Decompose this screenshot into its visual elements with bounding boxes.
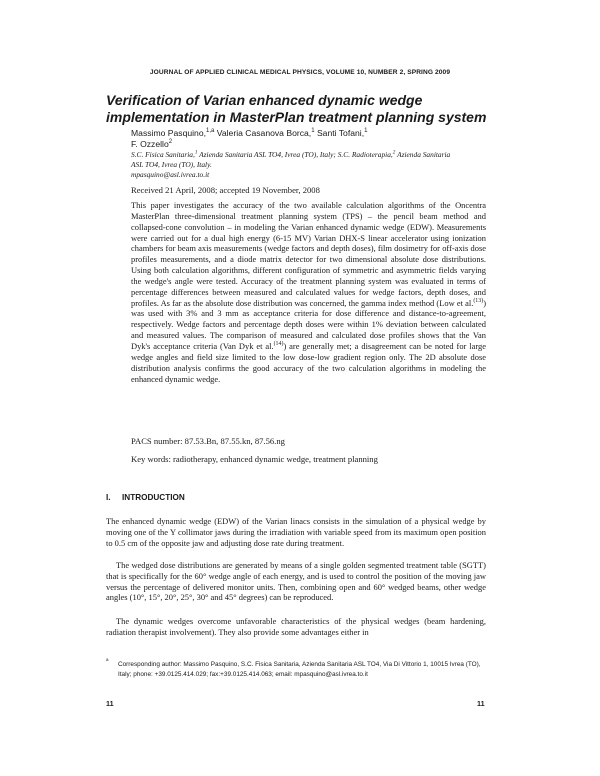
page-number-right: 11 (477, 699, 485, 708)
section-title: INTRODUCTION (122, 493, 185, 502)
page-number-left: 11 (106, 699, 114, 708)
body-paragraph: The enhanced dynamic wedge (EDW) of the Varian linacs consists in the simulation of a physical wedge by moving one of the Y collimator jaws during the irradiation with variable speed from its maximum open position to 0.5 cm of the opposite jaw and adjusting dose rate during treatment. (106, 516, 486, 548)
affiliation-text: S.C. Fisica Sanitaria, (131, 150, 195, 159)
author-name: F. Ozzello (131, 139, 169, 149)
body-paragraph: The dynamic wedges overcome unfavorable characteristics of the physical wedges (beam hardening, radiation therapist involvement). They also provide some advantages either in (106, 616, 486, 637)
author-name: Valeria Casanova Borca, (216, 128, 312, 138)
author-name: Santi Tofani, (316, 128, 365, 138)
affiliation-text: Azienda Sanitaria ASL TO4, Ivrea (TO), Italy. (131, 150, 451, 169)
author-email[interactable]: mpasquino@asl.ivrea.to.it (131, 170, 210, 179)
affiliation-block (131, 150, 461, 180)
body-paragraph: The wedged dose distributions are generated by means of a single golden segmented treatment table (SGTT) that is specifically for the 60° wedge angle of each energy, and is used to control the position of the moving jaw versus the percentage of delivered monitor units. Then, combining open and 60° wedged beams, other wedge angles (10°, 15°, 20°, 25°, 30° and 45° degrees) can be reproduced. (106, 560, 486, 603)
abstract (131, 200, 486, 384)
pacs-numbers: PACS number: 87.53.Bn, 87.55.kn, 87.56.ng (131, 436, 285, 446)
affiliation-mark: 1 (194, 149, 198, 156)
abstract-text: ) are generally met; a disagreement can be noted for large wedge angles and field size limited to the low dose-low gradient region only. The 2D absolute dose distribution analysis confirms the good accuracy of the two calculation algorithms in modeling the enhanced dynamic wedge. (131, 340, 486, 384)
author-affiliation-mark: 1 (364, 128, 368, 135)
affiliation-text: Azienda Sanitaria ASL TO4, Ivrea (TO), Italy; S.C. Radioterapia, (197, 150, 393, 159)
author-name: Massimo Pasquino, (131, 128, 206, 138)
author-list (131, 128, 451, 150)
abstract-text: This paper investigates the accuracy of the two available calculation algorithms of the Oncentra MasterPlan three-dimensional treatment planning system (TPS) – the pencil beam method and collapsed-cone convolution – in modeling the Varian enhanced dynamic wedge (EDW). Measurements were carried out for a dual high energy (6-15 MV) Varian DHX-S linear accelerator using ionization chambers for beam axis measurements (wedge factors and depth doses), film dosimetry for off-axis dose profiles measurements, and a diode matrix detector for two dimensional absolute dose distributions. Using both calculation algorithms, different configuration of symmetric and asymmetric fields varying the wedge's angle were tested. Accuracy of the treatment planning system was evaluated in terms of percentage differences between measured and calculated values for wedge factors, depth doses, and profiles. As far as the absolute dose distribution was concerned, the gamma index method (Low et al. (131, 200, 486, 308)
journal-running-header: JOURNAL OF APPLIED CLINICAL MEDICAL PHYSICS, VOLUME 10, NUMBER 2, SPRING 2009 (149, 69, 451, 76)
abstract-text: ) was used with 3% and 3 mm as acceptance criteria for dose difference and distance-to-agreement, respectively. Wedge factors and percentage depth doses were within 1% deviation between calculated and measured values. The comparison of measured and calculated dose profiles shows that the Van Dyk's acceptance criteria (Van Dyk et al. (131, 297, 486, 351)
citation-reference[interactable]: (13) (473, 297, 484, 304)
footnote: a Corresponding author: Massimo Pasquino, S.C. Fisica Sanitaria, Azienda Sanitaria ASL TO4, Via Di Vittorio 1, 10015 Ivrea (TO), Italy; phone: +39.0125.414.029; fax:+39.0125.414.063; email: mpasquino@asl.ivrea.to.it (106, 660, 486, 679)
footnote-text: Corresponding author: Massimo Pasquino, S.C. Fisica Sanitaria, Azienda Sanitaria ASL TO4, Via Di Vittorio 1, 10015 Ivrea (TO), Italy; phone: +39.0125.414.029; fax:+39.0125.414.063; email: mpasquino@asl.ivrea.to.it (118, 661, 481, 678)
section-number: I. (106, 493, 111, 502)
article-title: Verification of Varian enhanced dynamic wedge implementation in MasterPlan treatment planning system (106, 92, 487, 125)
affiliation-mark: 2 (392, 149, 396, 156)
received-dates: Received 21 April, 2008; accepted 19 November, 2008 (131, 185, 320, 195)
keywords: Key words: radiotherapy, enhanced dynamic wedge, treatment planning (131, 454, 378, 464)
section-heading (106, 493, 185, 502)
author-affiliation-mark: 2 (168, 139, 173, 146)
author-affiliation-mark: 1 (311, 128, 315, 135)
author-affiliation-mark: 1,a (206, 128, 215, 135)
citation-reference[interactable]: (14) (273, 341, 284, 348)
